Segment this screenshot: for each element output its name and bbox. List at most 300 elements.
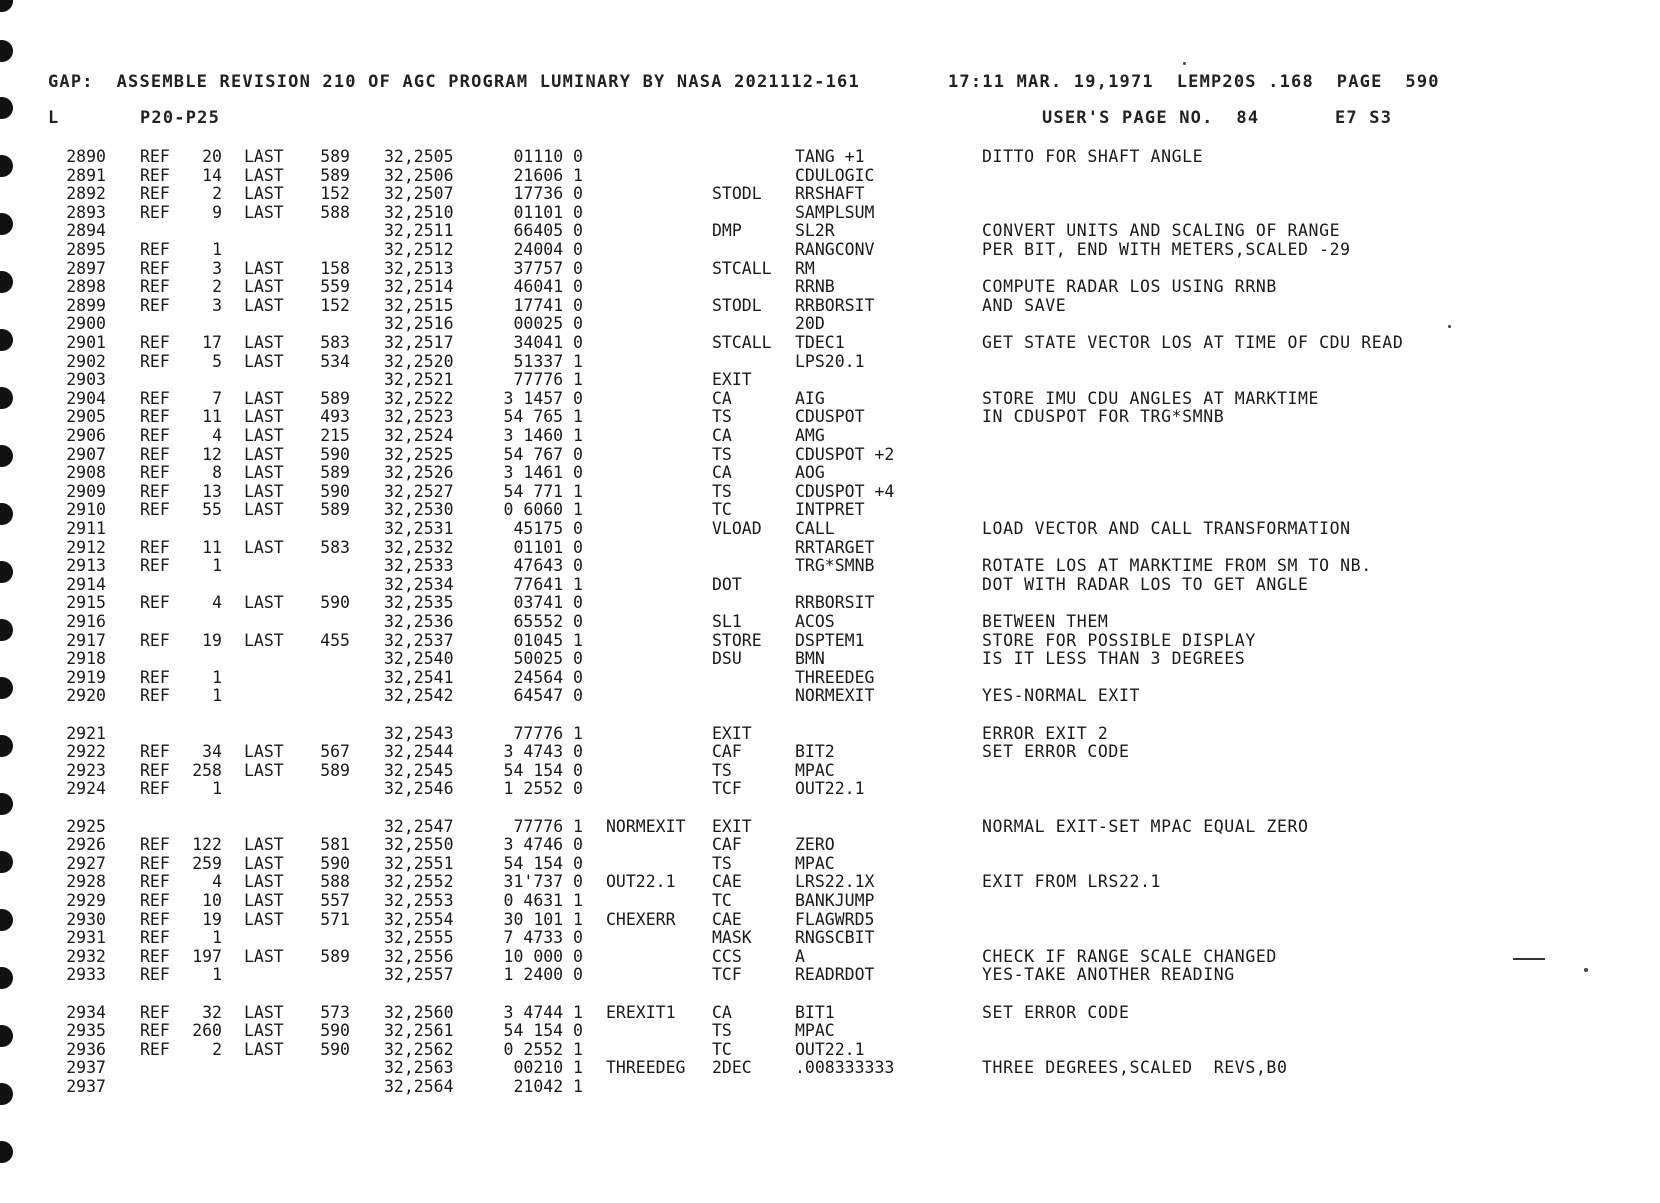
octal-code: 21042 1 — [513, 1077, 583, 1096]
ref-keyword: REF — [140, 184, 170, 203]
ref-count: 17 — [202, 333, 222, 352]
listing-row — [0, 1077, 1620, 1096]
last-page: 590 — [320, 1021, 350, 1040]
line-number: 2894 — [66, 221, 106, 240]
ref-count: 1 — [212, 556, 222, 575]
line-number: 2893 — [66, 203, 106, 222]
address: 32,2515 — [384, 296, 454, 315]
last-page: 215 — [320, 426, 350, 445]
address: 32,2561 — [384, 1021, 454, 1040]
operand: AIG — [795, 389, 825, 408]
address: 32,2547 — [384, 817, 454, 836]
ref-count: 4 — [212, 872, 222, 891]
listing-row — [0, 668, 1620, 687]
ref-count: 2 — [212, 1040, 222, 1059]
ref-count: 11 — [202, 538, 222, 557]
listing-row — [0, 612, 1620, 631]
comment: NORMAL EXIT-SET MPAC EQUAL ZERO — [982, 817, 1309, 836]
address: 32,2526 — [384, 463, 454, 482]
line-number: 2914 — [66, 575, 106, 594]
listing-row — [0, 519, 1620, 538]
listing-row — [0, 166, 1620, 185]
listing-row — [0, 835, 1620, 854]
line-number: 2897 — [66, 259, 106, 278]
line-number: 2926 — [66, 835, 106, 854]
line-number: 2908 — [66, 463, 106, 482]
listing-row — [0, 314, 1620, 333]
operand: READRDOT — [795, 965, 875, 984]
last-keyword: LAST — [244, 1003, 284, 1022]
line-number: 2931 — [66, 928, 106, 947]
comment: YES-NORMAL EXIT — [982, 686, 1141, 705]
last-keyword: LAST — [244, 482, 284, 501]
address: 32,2541 — [384, 668, 454, 687]
last-keyword: LAST — [244, 333, 284, 352]
opcode: EXIT — [712, 724, 752, 743]
opcode: CA — [712, 426, 732, 445]
listing-row — [0, 779, 1620, 798]
octal-code: 54 765 1 — [503, 407, 583, 426]
scan-mark — [1183, 62, 1186, 65]
listing-row — [0, 240, 1620, 259]
operand: AMG — [795, 426, 825, 445]
last-keyword: LAST — [244, 947, 284, 966]
comment: YES-TAKE ANOTHER READING — [982, 965, 1235, 984]
line-number: 2915 — [66, 593, 106, 612]
ref-count: 10 — [202, 891, 222, 910]
address: 32,2505 — [384, 147, 454, 166]
operand: OUT22.1 — [795, 1040, 865, 1059]
address: 32,2521 — [384, 370, 454, 389]
last-page: 583 — [320, 333, 350, 352]
ref-count: 9 — [212, 203, 222, 222]
line-number: 2935 — [66, 1021, 106, 1040]
listing-row — [0, 221, 1620, 240]
last-keyword: LAST — [244, 166, 284, 185]
line-number: 2907 — [66, 445, 106, 464]
ref-keyword: REF — [140, 203, 170, 222]
ref-count: 259 — [192, 854, 222, 873]
comment: ERROR EXIT 2 — [982, 724, 1109, 743]
operand: BMN — [795, 649, 825, 668]
operand: CDULOGIC — [795, 166, 875, 185]
listing-row — [0, 426, 1620, 445]
ref-keyword: REF — [140, 445, 170, 464]
last-keyword: LAST — [244, 445, 284, 464]
listing-row — [0, 686, 1620, 705]
last-keyword: LAST — [244, 203, 284, 222]
last-keyword: LAST — [244, 593, 284, 612]
operand: OUT22.1 — [795, 779, 865, 798]
address: 32,2560 — [384, 1003, 454, 1022]
last-page: 534 — [320, 352, 350, 371]
line-number: 2902 — [66, 352, 106, 371]
operand: MPAC — [795, 761, 835, 780]
ref-keyword: REF — [140, 965, 170, 984]
listing-row — [0, 370, 1620, 389]
octal-code: 46041 0 — [513, 277, 583, 296]
ref-keyword: REF — [140, 296, 170, 315]
ref-count: 1 — [212, 240, 222, 259]
ref-keyword: REF — [140, 1003, 170, 1022]
listing-row — [0, 724, 1620, 743]
last-keyword: LAST — [244, 426, 284, 445]
last-page: 557 — [320, 891, 350, 910]
octal-code: 21606 1 — [513, 166, 583, 185]
line-number: 2928 — [66, 872, 106, 891]
listing-row — [0, 500, 1620, 519]
comment: BETWEEN THEM — [982, 612, 1109, 631]
opcode: TS — [712, 761, 732, 780]
octal-code: 3 1460 1 — [503, 426, 583, 445]
comment: LOAD VECTOR AND CALL TRANSFORMATION — [982, 519, 1351, 538]
address: 32,2555 — [384, 928, 454, 947]
operand: FLAGWRD5 — [795, 910, 875, 929]
last-page: 588 — [320, 203, 350, 222]
last-page: 590 — [320, 482, 350, 501]
opcode: TCF — [712, 965, 742, 984]
address: 32,2535 — [384, 593, 454, 612]
ref-count: 13 — [202, 482, 222, 501]
operand: CDUSPOT +2 — [795, 445, 895, 464]
operand: TRG*SMNB — [795, 556, 875, 575]
ref-count: 3 — [212, 296, 222, 315]
comment: SET ERROR CODE — [982, 742, 1130, 761]
address: 32,2544 — [384, 742, 454, 761]
line-number: 2892 — [66, 184, 106, 203]
line-number: 2906 — [66, 426, 106, 445]
ref-keyword: REF — [140, 947, 170, 966]
octal-code: 50025 0 — [513, 649, 583, 668]
punch-hole — [0, 97, 13, 119]
listing-row — [0, 631, 1620, 650]
ref-keyword: REF — [140, 1040, 170, 1059]
operand: RM — [795, 259, 815, 278]
last-page: 573 — [320, 1003, 350, 1022]
listing-row — [0, 445, 1620, 464]
ref-keyword: REF — [140, 500, 170, 519]
opcode: STODL — [712, 184, 762, 203]
ref-count: 12 — [202, 445, 222, 464]
octal-code: 03741 0 — [513, 593, 583, 612]
line-number: 2917 — [66, 631, 106, 650]
operand: RRBORSIT — [795, 296, 875, 315]
octal-code: 00210 1 — [513, 1058, 583, 1077]
ref-count: 1 — [212, 779, 222, 798]
opcode: TS — [712, 1021, 732, 1040]
opcode: CA — [712, 463, 732, 482]
listing-row — [0, 761, 1620, 780]
operand: SAMPLSUM — [795, 203, 875, 222]
listing-row — [0, 965, 1620, 984]
opcode: TS — [712, 854, 732, 873]
opcode: TC — [712, 500, 732, 519]
ref-keyword: REF — [140, 928, 170, 947]
last-keyword: LAST — [244, 277, 284, 296]
octal-code: 3 4743 0 — [503, 742, 583, 761]
address: 32,2524 — [384, 426, 454, 445]
operand: RANGCONV — [795, 240, 875, 259]
address: 32,2512 — [384, 240, 454, 259]
last-page: 158 — [320, 259, 350, 278]
opcode: STODL — [712, 296, 762, 315]
address: 32,2530 — [384, 500, 454, 519]
last-keyword: LAST — [244, 184, 284, 203]
octal-code: 24564 0 — [513, 668, 583, 687]
line-number: 2905 — [66, 407, 106, 426]
ref-keyword: REF — [140, 240, 170, 259]
ref-keyword: REF — [140, 147, 170, 166]
octal-code: 3 4744 1 — [503, 1003, 583, 1022]
address: 32,2531 — [384, 519, 454, 538]
ref-count: 19 — [202, 910, 222, 929]
listing-row — [0, 147, 1620, 166]
octal-code: 3 1457 0 — [503, 389, 583, 408]
header-timestamp: 17:11 MAR. 19,1971 LEMP20S .168 PAGE 590 — [948, 72, 1440, 92]
line-number: 2910 — [66, 500, 106, 519]
ref-count: 3 — [212, 259, 222, 278]
ref-count: 122 — [192, 835, 222, 854]
octal-code: 00025 0 — [513, 314, 583, 333]
ref-count: 2 — [212, 277, 222, 296]
address: 32,2523 — [384, 407, 454, 426]
line-number: 2921 — [66, 724, 106, 743]
line-number: 2918 — [66, 649, 106, 668]
line-number: 2920 — [66, 686, 106, 705]
line-number: 2936 — [66, 1040, 106, 1059]
last-page: 583 — [320, 538, 350, 557]
symbol-label: CHEXERR — [606, 910, 676, 929]
header-title: GAP: ASSEMBLE REVISION 210 OF AGC PROGRAM LUMINARY BY NASA 2021112-161 — [48, 72, 860, 92]
symbol-label: OUT22.1 — [606, 872, 676, 891]
opcode: CAE — [712, 910, 742, 929]
address: 32,2553 — [384, 891, 454, 910]
line-number: 2912 — [66, 538, 106, 557]
ref-count: 11 — [202, 407, 222, 426]
operand: 20D — [795, 314, 825, 333]
opcode: SL1 — [712, 612, 742, 631]
ref-count: 197 — [192, 947, 222, 966]
ref-keyword: REF — [140, 854, 170, 873]
ref-keyword: REF — [140, 891, 170, 910]
address: 32,2563 — [384, 1058, 454, 1077]
line-number: 2899 — [66, 296, 106, 315]
line-number: 2891 — [66, 166, 106, 185]
ref-keyword: REF — [140, 259, 170, 278]
line-number: 2909 — [66, 482, 106, 501]
ref-keyword: REF — [140, 835, 170, 854]
listing-row — [0, 1021, 1620, 1040]
octal-code: 54 154 0 — [503, 761, 583, 780]
ref-count: 1 — [212, 668, 222, 687]
ref-keyword: REF — [140, 779, 170, 798]
symbol-label: NORMEXIT — [606, 817, 686, 836]
octal-code: 01110 0 — [513, 147, 583, 166]
line-number: 2929 — [66, 891, 106, 910]
ref-count: 4 — [212, 593, 222, 612]
octal-code: 77776 1 — [513, 817, 583, 836]
ref-count: 32 — [202, 1003, 222, 1022]
address: 32,2537 — [384, 631, 454, 650]
operand: RRNB — [795, 277, 835, 296]
opcode: CA — [712, 1003, 732, 1022]
octal-code: 77641 1 — [513, 575, 583, 594]
comment: EXIT FROM LRS22.1 — [982, 872, 1162, 891]
last-keyword: LAST — [244, 835, 284, 854]
line-number: 2919 — [66, 668, 106, 687]
line-number: 2927 — [66, 854, 106, 873]
operand: .008333333 — [795, 1058, 895, 1077]
operand: CALL — [795, 519, 835, 538]
operand: SL2R — [795, 221, 835, 240]
last-keyword: LAST — [244, 259, 284, 278]
operand: MPAC — [795, 1021, 835, 1040]
last-keyword: LAST — [244, 1040, 284, 1059]
octal-code: 77776 1 — [513, 724, 583, 743]
listing-row — [0, 259, 1620, 278]
opcode: TS — [712, 482, 732, 501]
symbol-label: THREEDEG — [606, 1058, 686, 1077]
operand: LRS22.1X — [795, 872, 875, 891]
address: 32,2550 — [384, 835, 454, 854]
address: 32,2511 — [384, 221, 454, 240]
opcode: STCALL — [712, 333, 772, 352]
opcode: STCALL — [712, 259, 772, 278]
octal-code: 0 2552 1 — [503, 1040, 583, 1059]
last-keyword: LAST — [244, 1021, 284, 1040]
operand: RRTARGET — [795, 538, 875, 557]
octal-code: 0 6060 1 — [503, 500, 583, 519]
opcode: CA — [712, 389, 732, 408]
address: 32,2507 — [384, 184, 454, 203]
opcode: TS — [712, 407, 732, 426]
comment: COMPUTE RADAR LOS USING RRNB — [982, 277, 1277, 296]
last-keyword: LAST — [244, 742, 284, 761]
operand: BANKJUMP — [795, 891, 875, 910]
last-keyword: LAST — [244, 872, 284, 891]
listing-row — [0, 910, 1620, 929]
last-keyword: LAST — [244, 296, 284, 315]
octal-code: 01045 1 — [513, 631, 583, 650]
line-number: 2937 — [66, 1058, 106, 1077]
line-number: 2925 — [66, 817, 106, 836]
symbol-label: EREXIT1 — [606, 1003, 676, 1022]
last-keyword: LAST — [244, 854, 284, 873]
last-page: 455 — [320, 631, 350, 650]
operand: CDUSPOT — [795, 407, 865, 426]
ref-keyword: REF — [140, 593, 170, 612]
ref-count: 1 — [212, 965, 222, 984]
address: 32,2545 — [384, 761, 454, 780]
listing-row — [0, 742, 1620, 761]
ref-count: 55 — [202, 500, 222, 519]
listing-row — [0, 184, 1620, 203]
page-code: E7 S3 — [1335, 108, 1393, 128]
opcode: EXIT — [712, 817, 752, 836]
address: 32,2554 — [384, 910, 454, 929]
operand: RRSHAFT — [795, 184, 865, 203]
comment: GET STATE VECTOR LOS AT TIME OF CDU READ — [982, 333, 1404, 352]
octal-code: 3 1461 0 — [503, 463, 583, 482]
opcode: MASK — [712, 928, 752, 947]
address: 32,2564 — [384, 1077, 454, 1096]
comment: DITTO FOR SHAFT ANGLE — [982, 147, 1204, 166]
octal-code: 54 154 0 — [503, 1021, 583, 1040]
comment: IN CDUSPOT FOR TRG*SMNB — [982, 407, 1225, 426]
last-keyword: LAST — [244, 538, 284, 557]
listing-row — [0, 389, 1620, 408]
opcode: CAF — [712, 742, 742, 761]
address: 32,2516 — [384, 314, 454, 333]
punch-hole — [0, 0, 13, 12]
address: 32,2543 — [384, 724, 454, 743]
address: 32,2552 — [384, 872, 454, 891]
ref-keyword: REF — [140, 556, 170, 575]
operand: CDUSPOT +4 — [795, 482, 895, 501]
operand: LPS20.1 — [795, 352, 865, 371]
line-number: 2911 — [66, 519, 106, 538]
line-number: 2900 — [66, 314, 106, 333]
operand: DSPTEM1 — [795, 631, 865, 650]
octal-code: 34041 0 — [513, 333, 583, 352]
address: 32,2514 — [384, 277, 454, 296]
line-number: 2937 — [66, 1077, 106, 1096]
line-number: 2904 — [66, 389, 106, 408]
ref-count: 20 — [202, 147, 222, 166]
listing-row — [0, 556, 1620, 575]
ref-keyword: REF — [140, 872, 170, 891]
octal-code: 1 2400 0 — [503, 965, 583, 984]
operand: BIT1 — [795, 1003, 835, 1022]
operand: TANG +1 — [795, 147, 865, 166]
line-number: 2933 — [66, 965, 106, 984]
octal-code: 51337 1 — [513, 352, 583, 371]
address: 32,2522 — [384, 389, 454, 408]
listing-row — [0, 1040, 1620, 1059]
address: 32,2513 — [384, 259, 454, 278]
opcode: CAE — [712, 872, 742, 891]
address: 32,2557 — [384, 965, 454, 984]
octal-code: 17741 0 — [513, 296, 583, 315]
line-number: 2924 — [66, 779, 106, 798]
comment: SET ERROR CODE — [982, 1003, 1130, 1022]
last-page: 589 — [320, 947, 350, 966]
operand: RRBORSIT — [795, 593, 875, 612]
address: 32,2506 — [384, 166, 454, 185]
octal-code: 64547 0 — [513, 686, 583, 705]
opcode: DSU — [712, 649, 742, 668]
line-number: 2922 — [66, 742, 106, 761]
line-number: 2895 — [66, 240, 106, 259]
section-label: P20-P25 — [140, 108, 221, 128]
octal-code: 3 4746 0 — [503, 835, 583, 854]
address: 32,2533 — [384, 556, 454, 575]
users-page-number: USER'S PAGE NO. 84 — [1042, 108, 1260, 128]
listing-row — [0, 352, 1620, 371]
ref-count: 5 — [212, 352, 222, 371]
opcode: STORE — [712, 631, 762, 650]
punch-hole — [0, 1141, 13, 1163]
last-page: 590 — [320, 1040, 350, 1059]
listing-row — [0, 891, 1620, 910]
opcode: EXIT — [712, 370, 752, 389]
address: 32,2556 — [384, 947, 454, 966]
listing-row — [0, 593, 1620, 612]
address: 32,2534 — [384, 575, 454, 594]
last-page: 152 — [320, 184, 350, 203]
ref-count: 1 — [212, 686, 222, 705]
line-number: 2903 — [66, 370, 106, 389]
